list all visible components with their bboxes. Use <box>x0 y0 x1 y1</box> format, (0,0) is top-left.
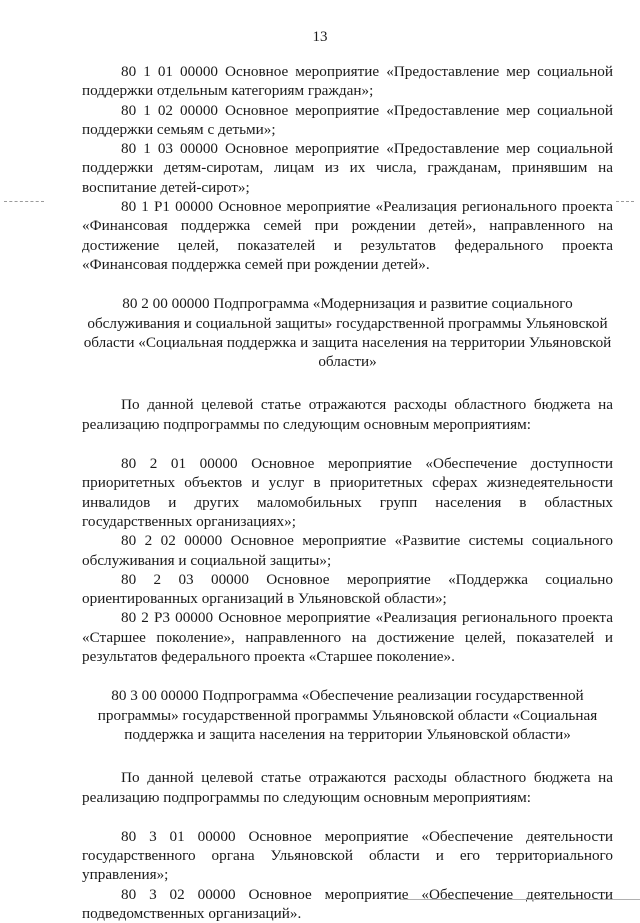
body-paragraph: 80 2 P3 00000 Основное мероприятие «Реализация регионального проекта «Старшее поколение», направленного на достижение целей, показателей и результатов федерального проекта «Старшее поколение». <box>82 609 613 666</box>
body-paragraph: 80 1 01 00000 Основное мероприятие «Предоставление мер социальной поддержки отдельным категориям граждан»; <box>82 63 613 100</box>
body-paragraph: 80 3 02 00000 Основное мероприятие «Обеспечение деятельности подведомственных организаций». <box>82 885 613 922</box>
document-body <box>82 62 613 923</box>
body-paragraph: 80 3 01 00000 Основное мероприятие «Обеспечение деятельности государственного органа Ульяновской области и его территориального управления»; <box>82 827 613 884</box>
right-margin-mark <box>616 201 634 202</box>
paragraph-spacer <box>82 666 613 686</box>
bottom-rule <box>400 899 640 900</box>
paragraph-spacer <box>82 807 613 827</box>
paragraph-spacer <box>82 434 613 454</box>
body-paragraph: 80 2 01 00000 Основное мероприятие «Обеспечение доступности приоритетных объектов и услуг в приоритетных сферах жизнедеятельности инвалидов и других маломобильных групп населения в областных государственных организациях»; <box>82 455 613 530</box>
left-margin-mark <box>4 201 44 202</box>
body-paragraph: 80 1 P1 00000 Основное мероприятие «Реализация регионального проекта «Финансовая поддержка семей при рождении детей», направленного на достижение целей, показателей и результатов федерального проекта «Финансовая поддержка семей при рождении детей». <box>82 198 613 273</box>
body-paragraph: По данной целевой статье отражаются расходы областного бюджета на реализацию подпрограммы по следующим основным мероприятиям: <box>82 396 613 433</box>
body-paragraph: По данной целевой статье отражаются расходы областного бюджета на реализацию подпрограммы по следующим основным мероприятиям: <box>82 769 613 806</box>
body-paragraph: 80 1 02 00000 Основное мероприятие «Предоставление мер социальной поддержки семьям с детьми»; <box>82 101 613 138</box>
paragraph-spacer <box>82 744 613 768</box>
section-heading: 80 2 00 00000 Подпрограмма «Модернизация и развитие социального обслуживания и социальной защиты» государственной программы Ульяновской области «Социальная поддержка и защита населения на территории Ульяновской области» <box>83 295 612 371</box>
paragraph-spacer <box>82 274 613 294</box>
paragraph-spacer <box>82 371 613 395</box>
body-paragraph: 80 1 03 00000 Основное мероприятие «Предоставление мер социальной поддержки детям-сиротам, лицам из их числа, гражданам, принявшим на воспитание детей-сирот»; <box>82 140 613 196</box>
section-heading: 80 3 00 00000 Подпрограмма «Обеспечение реализации государственной программы» государственной программы Ульяновской области «Социальная поддержка и защита населения на территории Ульяновской области» <box>97 687 598 743</box>
page-number: 13 <box>312 29 328 45</box>
body-paragraph: 80 2 03 00000 Основное мероприятие «Поддержка социально ориентированных организаций в Ульяновской области»; <box>82 570 613 608</box>
body-paragraph: 80 2 02 00000 Основное мероприятие «Развитие системы социального обслуживания и социальной защиты»; <box>82 532 613 569</box>
